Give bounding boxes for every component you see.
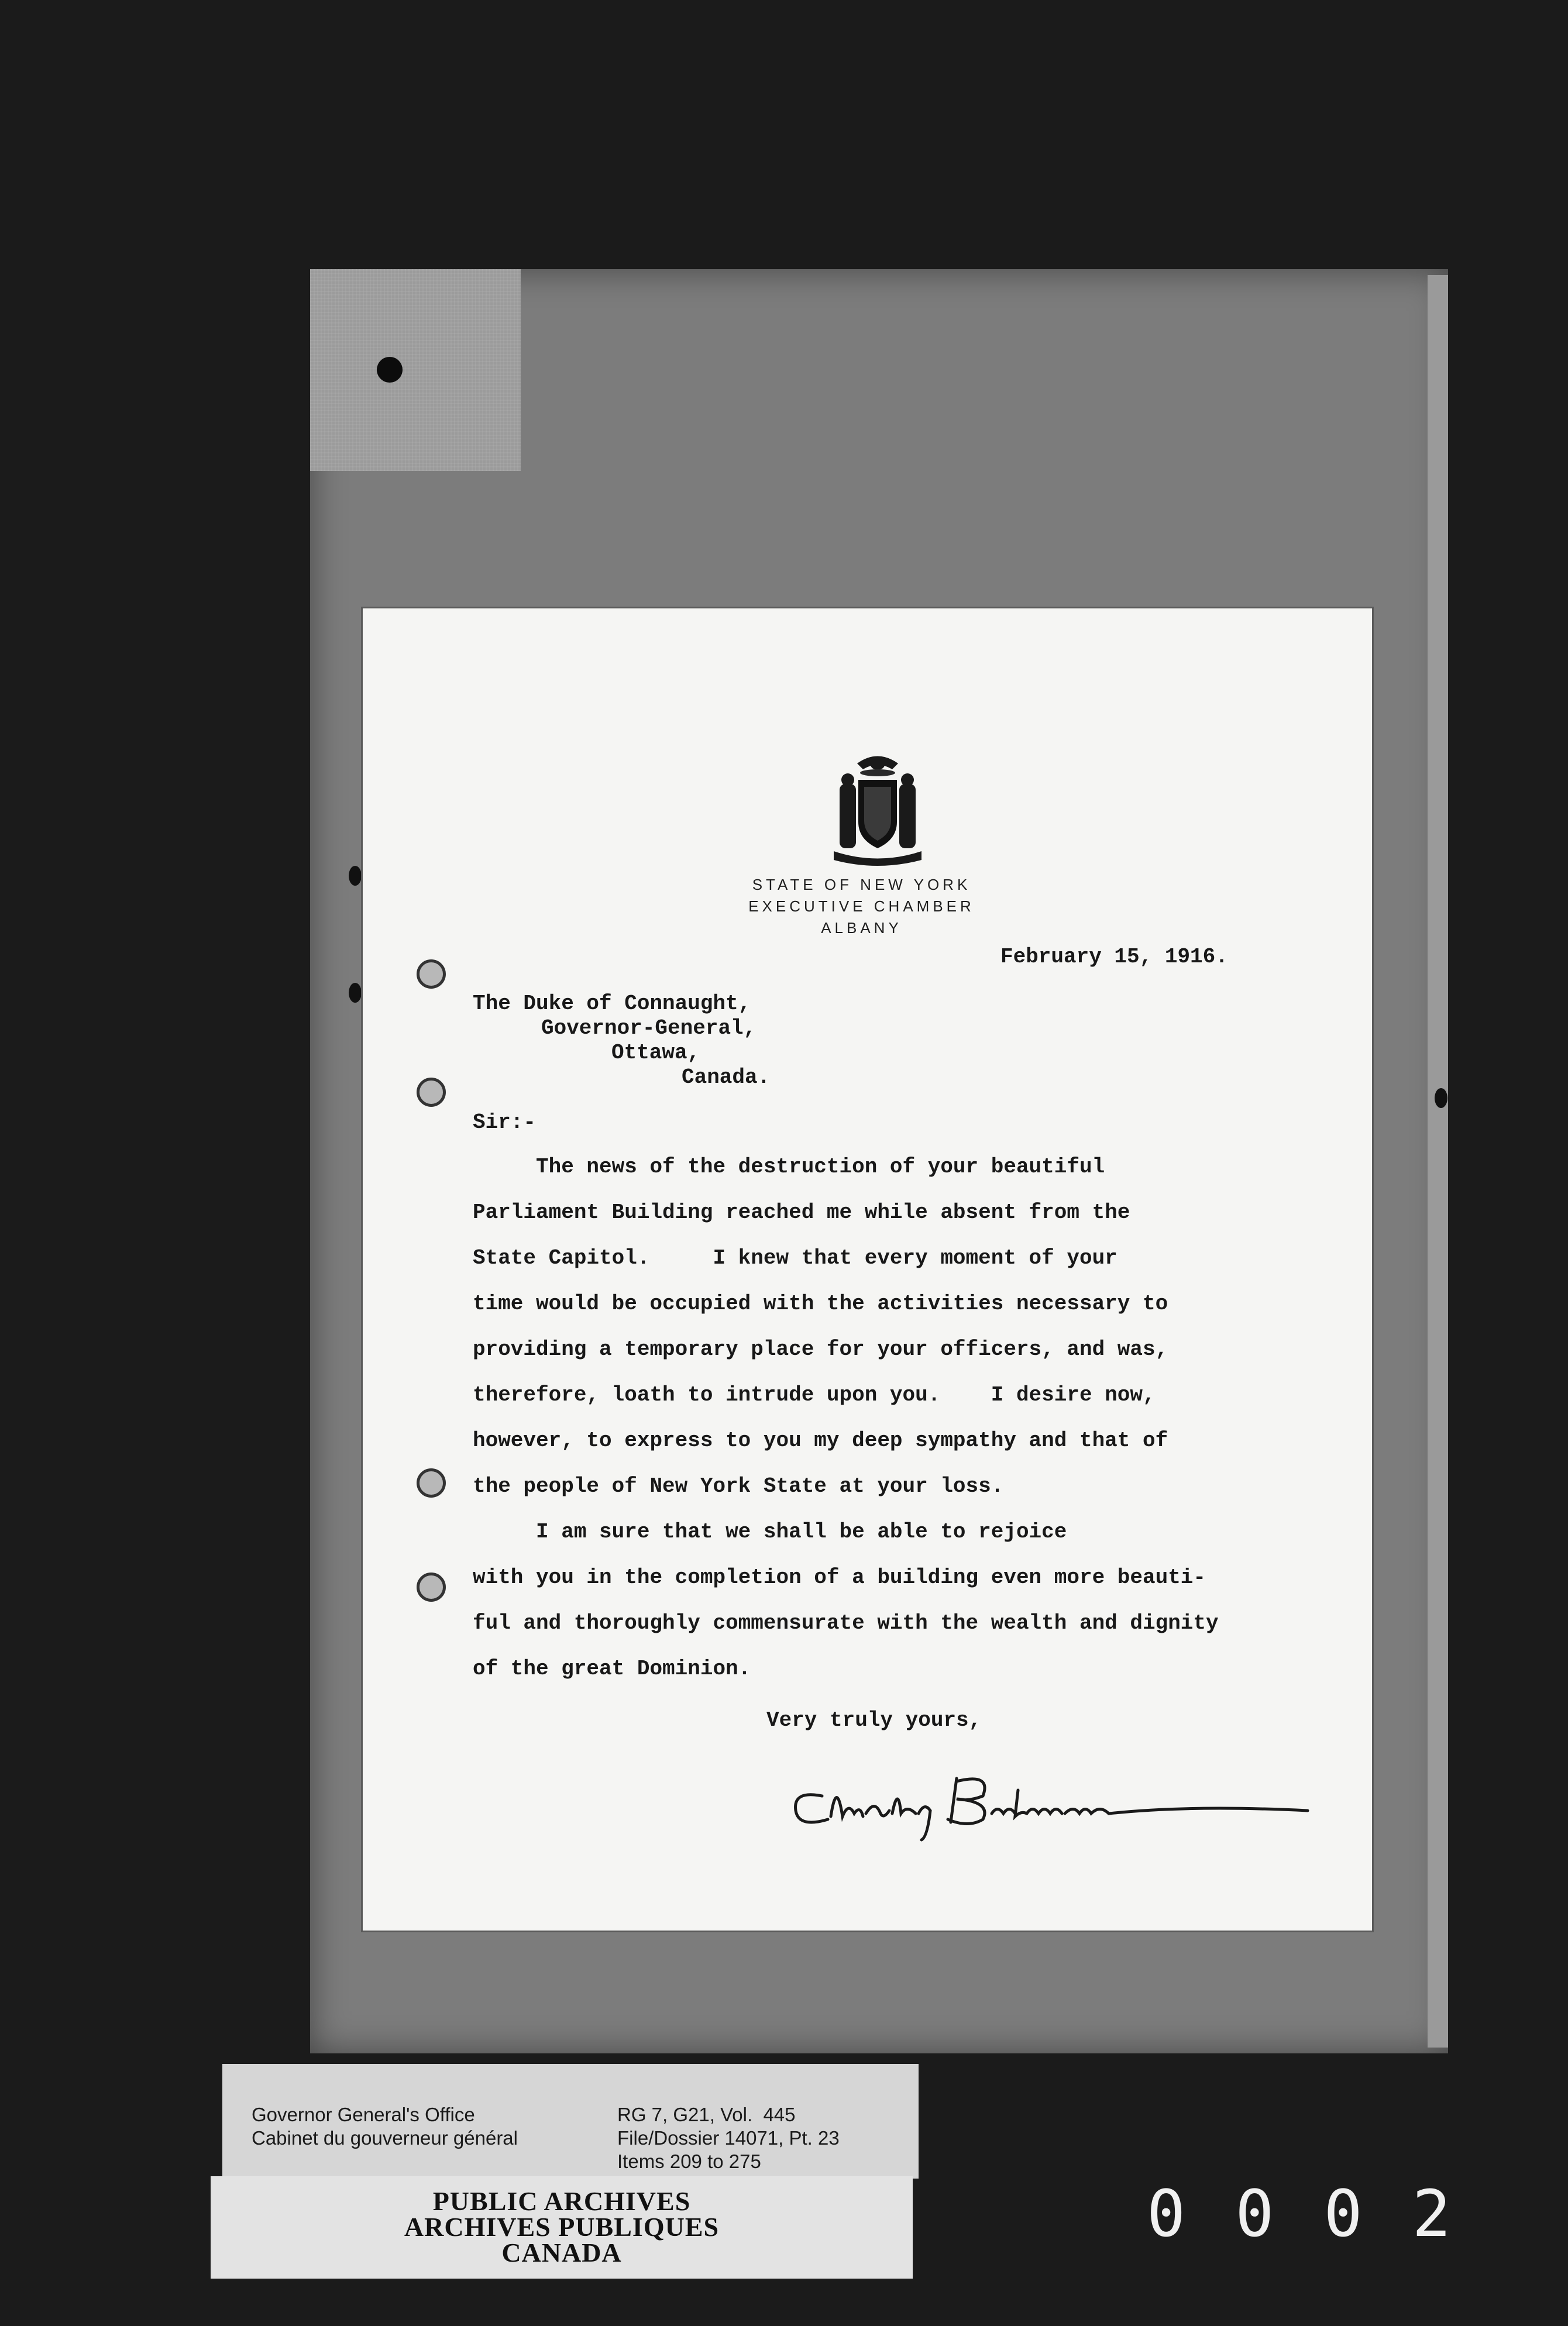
binding-mark bbox=[1435, 1088, 1447, 1108]
board-edge bbox=[1428, 275, 1448, 2048]
signature-icon bbox=[781, 1755, 1337, 1843]
archive-office-fr: Cabinet du gouverneur général bbox=[252, 2127, 518, 2149]
closing: Very truly yours, bbox=[766, 1708, 982, 1732]
punch-hole bbox=[377, 357, 403, 383]
stamp-country: CANADA bbox=[501, 2238, 622, 2267]
body-line: ful and thoroughly commensurate with the wealth and dignity bbox=[473, 1611, 1219, 1635]
body-line: State Capitol. I knew that every moment of your bbox=[473, 1246, 1117, 1270]
body-line: Parliament Building reached me while absent from the bbox=[473, 1200, 1130, 1224]
letterhead-state: STATE OF NEW YORK bbox=[752, 876, 971, 893]
recipient-line: Governor-General, bbox=[541, 1016, 757, 1040]
recipient-line: Ottawa, bbox=[611, 1041, 700, 1065]
recipient-line: The Duke of Connaught, bbox=[473, 992, 751, 1016]
body-line: time would be occupied with the activities necessary to bbox=[473, 1292, 1168, 1316]
body-line: I am sure that we shall be able to rejoice bbox=[473, 1520, 1067, 1544]
body-line: The news of the destruction of your beautiful bbox=[473, 1155, 1105, 1179]
recipient-line: Canada. bbox=[682, 1065, 771, 1089]
archive-record-group: RG 7, G21, Vol. 445 bbox=[617, 2104, 796, 2125]
archive-file: File/Dossier 14071, Pt. 23 bbox=[617, 2127, 840, 2149]
state-seal-icon bbox=[834, 752, 921, 869]
binder-hole bbox=[417, 1078, 446, 1107]
binder-hole bbox=[417, 1468, 446, 1498]
body-line: therefore, loath to intrude upon you. I desire now, bbox=[473, 1383, 1156, 1407]
binder-hole bbox=[417, 1573, 446, 1602]
binding-mark bbox=[349, 983, 362, 1003]
stamp-line-fr: ARCHIVES PUBLIQUES bbox=[404, 2212, 720, 2242]
body-line: however, to express to you my deep sympathy and that of bbox=[473, 1429, 1168, 1453]
stamp-line-en: PUBLIC ARCHIVES bbox=[432, 2186, 691, 2216]
salutation: Sir:- bbox=[473, 1110, 537, 1134]
letter-date: February 15, 1916. bbox=[1000, 945, 1228, 969]
archive-label bbox=[222, 2064, 919, 2179]
body-line: providing a temporary place for your officers, and was, bbox=[473, 1337, 1168, 1361]
letterhead-chamber: EXECUTIVE CHAMBER bbox=[748, 897, 975, 915]
body-line: of the great Dominion. bbox=[473, 1657, 751, 1681]
binder-hole bbox=[417, 959, 446, 989]
archive-stamp bbox=[211, 2176, 913, 2279]
frame-number: 0002 bbox=[1147, 2176, 1501, 2251]
body-line: with you in the completion of a building even more beauti- bbox=[473, 1565, 1206, 1589]
letter-page bbox=[363, 608, 1372, 1931]
archive-items: Items 209 to 275 bbox=[617, 2150, 761, 2172]
archive-office-en: Governor General's Office bbox=[252, 2104, 475, 2125]
tape-patch bbox=[310, 269, 521, 471]
letter-body bbox=[473, 1155, 1219, 1703]
body-line: the people of New York State at your loss. bbox=[473, 1474, 1004, 1498]
letterhead-city: ALBANY bbox=[821, 919, 902, 937]
